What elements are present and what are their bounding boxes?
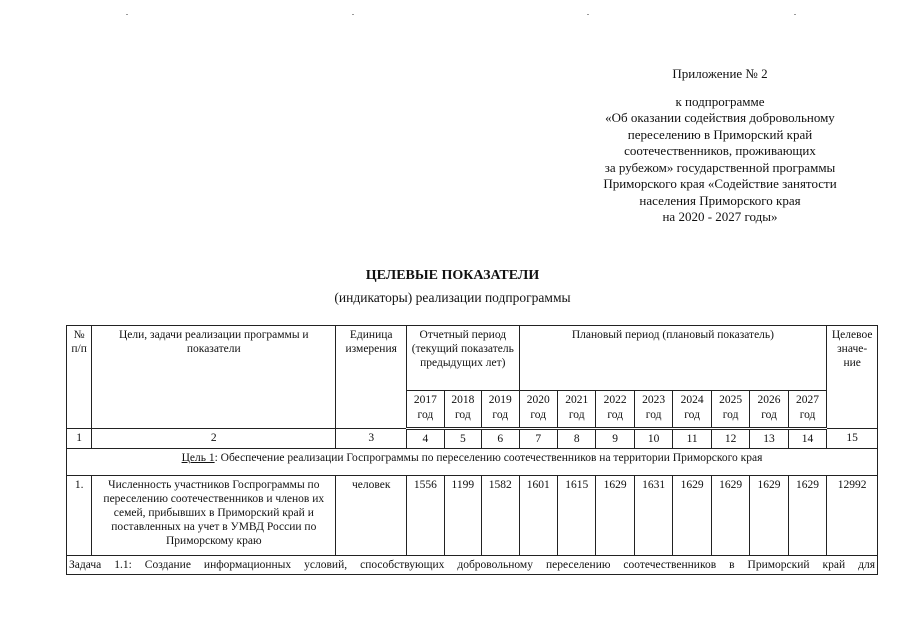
year-header: 2020 год <box>519 391 557 429</box>
document-subtitle: (индикаторы) реализации подпрограммы <box>334 290 571 305</box>
col-header-num: № п/п <box>67 326 92 429</box>
column-number: 14 <box>788 429 827 449</box>
appendix-line: соотечественников, проживающих <box>624 143 816 158</box>
appendix-line: за рубежом» государственной программы <box>604 159 836 175</box>
scan-mark <box>126 14 128 15</box>
appendix-line: Приморского края «Содействие занятости <box>603 176 837 191</box>
scan-mark <box>352 14 354 15</box>
column-number: 4 <box>407 429 444 449</box>
year-header: 2018 год <box>444 391 481 429</box>
indicator-target: 12992 <box>827 476 878 556</box>
column-number: 13 <box>750 429 788 449</box>
col-header-plan-period: Плановый период (плановый показатель) <box>519 326 827 391</box>
year-header: 2026 год <box>750 391 788 429</box>
year-header: 2023 год <box>634 391 672 429</box>
indicator-value: 1556 <box>407 476 444 556</box>
indicator-value: 1601 <box>519 476 557 556</box>
indicator-value: 1629 <box>673 476 711 556</box>
row-number: 1. <box>67 476 92 556</box>
column-number: 3 <box>336 429 407 449</box>
indicator-value: 1199 <box>444 476 481 556</box>
col-header-unit: Единица измерения <box>336 326 407 429</box>
document-title: ЦЕЛЕВЫЕ ПОКАЗАТЕЛИ <box>365 268 540 283</box>
column-number: 6 <box>482 429 519 449</box>
indicator-value: 1582 <box>482 476 519 556</box>
goal-row <box>67 449 878 476</box>
indicator-value: 1629 <box>788 476 827 556</box>
col-header-goals: Цели, задачи реализации программы и показатели <box>92 326 336 429</box>
scan-mark <box>794 14 796 15</box>
appendix-line: населения Приморского края <box>639 192 801 208</box>
indicator-name: Численность участников Госпрограммы по переселению соотечественников и членов их семей, прибывших в Приморский край и поставленных на учет в УМВД России по Приморскому краю <box>92 476 336 556</box>
year-header: 2021 год <box>557 391 595 429</box>
column-number: 15 <box>827 429 878 449</box>
appendix-line: на 2020 - 2027 годы» <box>662 209 778 224</box>
col-header-report-period: Отчетный период (текущий показатель предыдущих лет) <box>407 326 519 391</box>
indicator-value: 1615 <box>557 476 595 556</box>
indicators-table <box>66 325 878 575</box>
column-number: 5 <box>444 429 481 449</box>
indicator-value: 1629 <box>711 476 749 556</box>
indicator-value: 1631 <box>634 476 672 556</box>
appendix-line: «Об оказании содействия добровольному <box>605 110 835 125</box>
appendix-line: переселению в Приморский край <box>627 126 813 142</box>
year-header: 2019 год <box>482 391 519 429</box>
goal-label: Цель 1 <box>181 452 215 464</box>
year-header: 2024 год <box>673 391 711 429</box>
column-number: 1 <box>67 429 92 449</box>
year-header: 2027 год <box>788 391 827 429</box>
appendix-line: к подпрограмме <box>675 93 765 109</box>
year-header: 2017 год <box>407 391 444 429</box>
indicator-value: 1629 <box>596 476 634 556</box>
task-row: Задача 1.1: Создание информационных условий, способствующих добровольному переселению соотечественников в Приморский край для <box>67 556 878 575</box>
column-number: 8 <box>557 429 595 449</box>
column-number: 11 <box>673 429 711 449</box>
year-header: 2025 год <box>711 391 749 429</box>
column-number: 7 <box>519 429 557 449</box>
appendix-title: Приложение № 2 <box>672 66 768 81</box>
goal-text: : Обеспечение реализации Госпрограммы по переселению соотечественников на территории Приморского края <box>214 452 763 464</box>
col-header-target: Целевое значе-ние <box>827 326 878 429</box>
column-number: 10 <box>634 429 672 449</box>
indicator-unit: человек <box>336 476 407 556</box>
scan-mark <box>587 14 589 15</box>
column-number: 12 <box>711 429 749 449</box>
year-header: 2022 год <box>596 391 634 429</box>
table-row <box>67 476 878 556</box>
appendix-header <box>560 66 880 226</box>
column-number: 2 <box>92 429 336 449</box>
indicator-value: 1629 <box>750 476 788 556</box>
column-number: 9 <box>596 429 634 449</box>
